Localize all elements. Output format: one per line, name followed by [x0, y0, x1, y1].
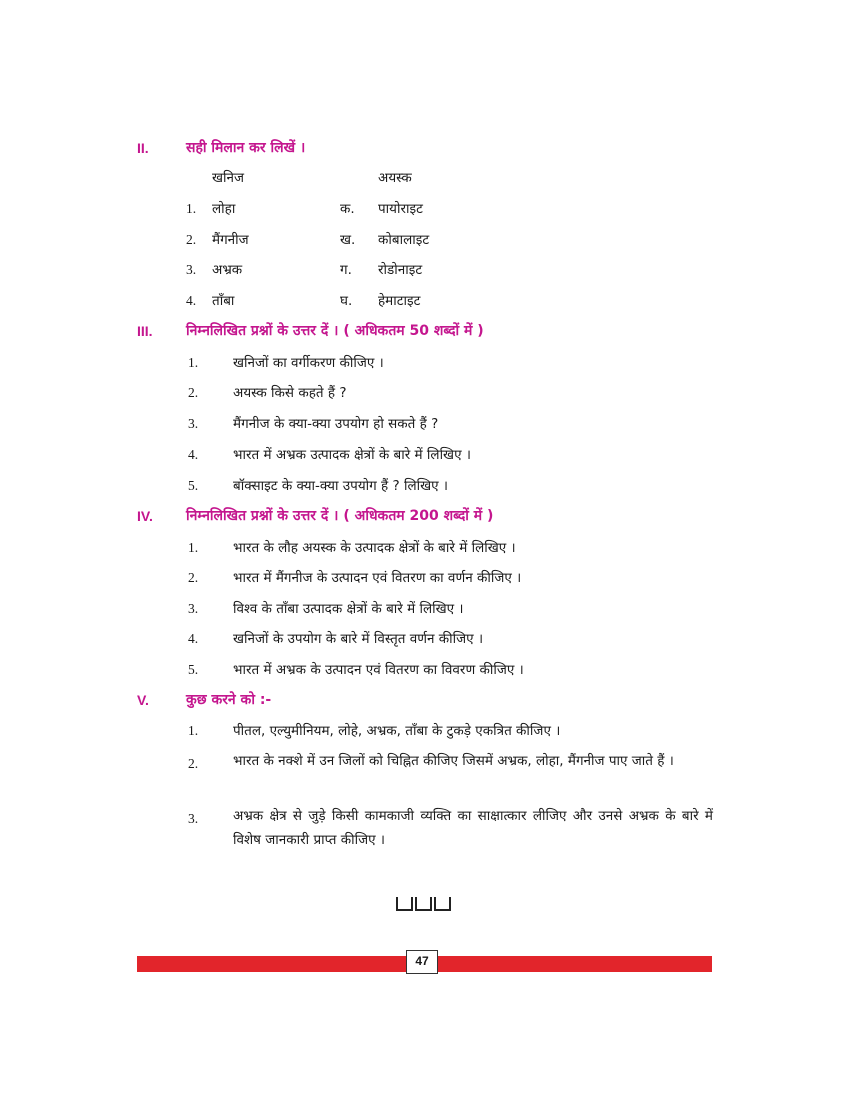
question-text: भारत के लौह अयस्क के उत्पादक क्षेत्रों के बारे में लिखिए ।	[233, 540, 516, 556]
question-text: भारत में अभ्रक उत्पादक क्षेत्रों के बारे में लिखिए ।	[233, 447, 471, 463]
question-text: बॉक्साइट के क्या-क्या उपयोग हैं ? लिखिए ।	[233, 478, 449, 494]
activity-number: 3.	[188, 811, 199, 826]
match-row-right: कोबालाइट	[378, 232, 430, 248]
question-text: मैंगनीज के क्या-क्या उपयोग हो सकते हैं ?	[233, 416, 439, 432]
chapter-end-mark	[396, 895, 450, 911]
question-number: 4.	[188, 447, 199, 462]
end-mark-box	[434, 897, 451, 911]
question-number: 3.	[188, 416, 199, 431]
match-row-left: अभ्रक	[212, 262, 243, 278]
question-number: 3.	[188, 601, 199, 616]
question-text: भारत में मैंगनीज के उत्पादन एवं वितरण का वर्णन कीजिए ।	[233, 570, 522, 586]
section-2-numeral: II.	[137, 140, 149, 156]
match-row-number: 2.	[186, 232, 197, 247]
section-3-numeral: III.	[137, 323, 153, 339]
match-row-letter: घ.	[340, 293, 353, 309]
section-3-heading: निम्नलिखित प्रश्नों के उत्तर दें । ( अधिकतम 50 शब्दों में )	[186, 323, 484, 339]
question-number: 1.	[188, 540, 199, 555]
end-mark-box	[396, 897, 413, 911]
question-text: खनिजों के उपयोग के बारे में विस्तृत वर्णन कीजिए ।	[233, 631, 484, 647]
activity-number: 1.	[188, 723, 199, 738]
activity-number: 2.	[188, 756, 199, 771]
question-text: खनिजों का वर्गीकरण कीजिए ।	[233, 355, 384, 371]
match-row-left: ताँबा	[212, 293, 235, 309]
section-5-heading: कुछ करने को :-	[186, 692, 272, 708]
question-text: अयस्क किसे कहते हैं ?	[233, 385, 347, 401]
question-text: विश्व के ताँबा उत्पादक क्षेत्रों के बारे में लिखिए ।	[233, 601, 464, 617]
activity-text: पीतल, एल्युमीनियम, लोहे, अभ्रक, ताँबा के टुकड़े एकत्रित कीजिए ।	[233, 723, 561, 739]
question-number: 2.	[188, 385, 199, 400]
question-number: 2.	[188, 570, 199, 585]
match-row-letter: क.	[340, 201, 355, 217]
match-row-right: रोडोनाइट	[378, 262, 423, 278]
page-number: 47	[406, 950, 438, 974]
match-row-left: मैंगनीज	[212, 232, 249, 248]
question-number: 4.	[188, 631, 199, 646]
question-number: 5.	[188, 662, 199, 677]
question-number: 1.	[188, 355, 199, 370]
activity-text: अभ्रक क्षेत्र से जुड़े किसी कामकाजी व्यक्ति का साक्षात्कार लीजिए और उनसे अभ्रक के बारे में विशेष जानकारी प्राप्त कीजिए ।	[233, 808, 713, 848]
match-row-number: 1.	[186, 201, 197, 216]
match-row-right: हेमाटाइट	[378, 293, 421, 309]
section-4-numeral: IV.	[137, 508, 153, 524]
section-5-numeral: V.	[137, 692, 149, 708]
question-number: 5.	[188, 478, 199, 493]
match-row-letter: ख.	[340, 232, 356, 248]
activity-text: भारत के नक्शे में उन जिलों को चिह्नित कीजिए जिसमें अभ्रक, लोहा, मैंगनीज पाए जाते हैं ।	[233, 753, 674, 769]
section-4-heading: निम्नलिखित प्रश्नों के उत्तर दें । ( अधिकतम 200 शब्दों में )	[186, 508, 494, 524]
column-header-left: खनिज	[212, 170, 245, 186]
column-header-right: अयस्क	[378, 170, 412, 186]
match-row-letter: ग.	[340, 262, 352, 278]
section-2-heading: सही मिलान कर लिखें ।	[186, 140, 306, 156]
question-text: भारत में अभ्रक के उत्पादन एवं वितरण का विवरण कीजिए ।	[233, 662, 524, 678]
match-row-number: 4.	[186, 293, 197, 308]
match-row-number: 3.	[186, 262, 197, 277]
end-mark-box	[415, 897, 432, 911]
match-row-right: पायोराइट	[378, 201, 423, 217]
match-row-left: लोहा	[212, 201, 236, 217]
